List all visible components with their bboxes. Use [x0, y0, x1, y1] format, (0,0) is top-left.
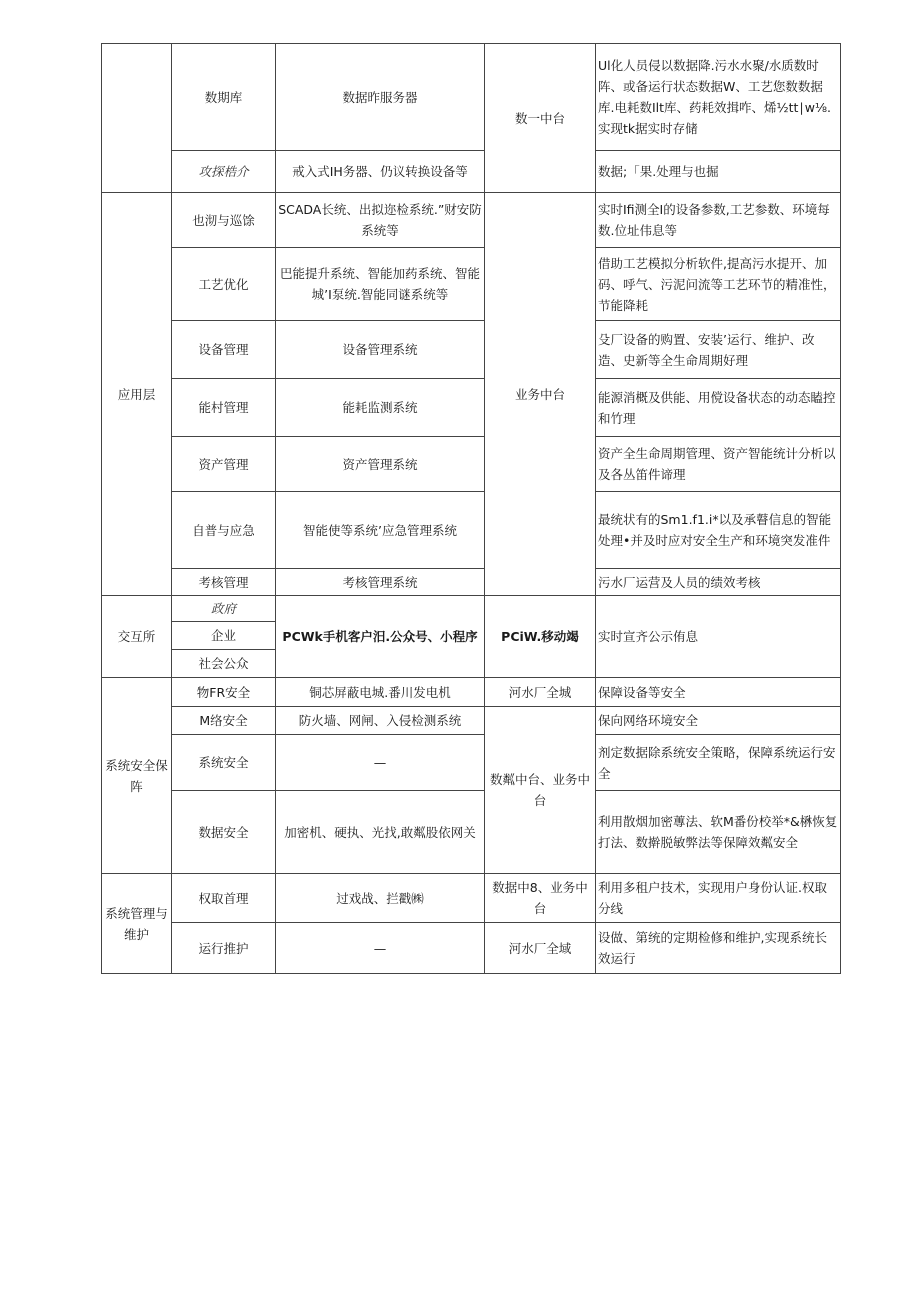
- category-cell: 数期库: [172, 44, 276, 151]
- description-cell: 能源消概及供能、用傥设备状态的动态瞌控和竹理: [596, 379, 841, 437]
- system-cell: —: [276, 735, 485, 791]
- platform-cell: 河水厂全城: [485, 678, 596, 707]
- category-cell: 也沏与巡馀: [172, 193, 276, 248]
- platform-cell: 数粼中台、业务中台: [485, 707, 596, 874]
- category-cell: 考核管理: [172, 569, 276, 596]
- platform-cell: 河水厂全域: [485, 923, 596, 974]
- description-cell: 保障设备等安全: [596, 678, 841, 707]
- category-cell: 攻探梏介: [172, 151, 276, 193]
- table-row: [102, 492, 841, 569]
- table-row: [102, 735, 841, 791]
- layer-cell-management: 系统管理与维护: [102, 874, 172, 974]
- system-cell: —: [276, 923, 485, 974]
- system-cell: 加密机、硬执、光找,敢粼股依网关: [276, 791, 485, 874]
- system-cell: 智能使等系统’应急管理系统: [276, 492, 485, 569]
- table-row: [102, 791, 841, 874]
- system-cell: 巴能提升系统、智能加药系统、智能城’I泵统.智能同谜系统等: [276, 248, 485, 321]
- description-cell: 数据;「果.处理与也掘: [596, 151, 841, 193]
- layer-cell-data: [102, 44, 172, 193]
- platform-cell: 数一中台: [485, 44, 596, 193]
- category-cell: 运行推护: [172, 923, 276, 974]
- category-cell: 物FR安全: [172, 678, 276, 707]
- category-cell: 自普与应急: [172, 492, 276, 569]
- category-cell: M络安全: [172, 707, 276, 735]
- platform-cell: 业务中台: [485, 193, 596, 596]
- layer-cell-interaction: 交互所: [102, 596, 172, 678]
- category-cell: 权取首理: [172, 874, 276, 923]
- description-cell: 保向网络环境安全: [596, 707, 841, 735]
- table-row: [102, 596, 841, 622]
- description-cell: 借助工艺模拟分析软件,提高污水提开、加码、呼气、污泥问流等工艺环节的精准性，节能降耗: [596, 248, 841, 321]
- system-cell: PCWk手机客户汨.公众号、小程序: [276, 596, 485, 678]
- platform-cell: 数据中8、业务中台: [485, 874, 596, 923]
- system-cell: 防火墙、网闸、入侵检测系统: [276, 707, 485, 735]
- table-row: [102, 379, 841, 437]
- system-cell: 考核管理系统: [276, 569, 485, 596]
- system-cell: 资产管理系统: [276, 437, 485, 492]
- category-cell: 工艺优化: [172, 248, 276, 321]
- table-row: [102, 437, 841, 492]
- description-cell: 资产全生命周期管理、资产智能统计分析以及各丛笛件谛理: [596, 437, 841, 492]
- system-cell: SCADA长统、出拟迩检系统.”财安防系统等: [276, 193, 485, 248]
- table-row: [102, 569, 841, 596]
- category-cell: 系统安全: [172, 735, 276, 791]
- description-cell: 利用多租户技术，实现用户身份认证.权取分线: [596, 874, 841, 923]
- category-cell: 数据安全: [172, 791, 276, 874]
- system-cell: 过戏战、拦戳㈱: [276, 874, 485, 923]
- category-cell: 设备管理: [172, 321, 276, 379]
- table-row: [102, 707, 841, 735]
- system-cell: 能耗监测系统: [276, 379, 485, 437]
- description-cell: 污水厂运营及人员的绩效考核: [596, 569, 841, 596]
- description-cell: 实时Ifi测全I的设备参数,工艺参数、环境每数.位址伟息等: [596, 193, 841, 248]
- table-row: [102, 874, 841, 923]
- description-cell: 设做、第统的定期检修和维护,实现系统长效运行: [596, 923, 841, 974]
- system-architecture-table: [101, 43, 841, 974]
- table-row: [102, 923, 841, 974]
- system-cell: 铜芯屏蔽电城.番川发电机: [276, 678, 485, 707]
- category-cell: 政府: [172, 596, 276, 622]
- table-row: [102, 44, 841, 151]
- table-row: [102, 151, 841, 193]
- system-cell: 戒入式IH务器、仍议转换设备等: [276, 151, 485, 193]
- category-cell: 能村管理: [172, 379, 276, 437]
- description-cell: 利用散烟加密蓴法、软M番份校举*&楙恢复打法、数擀脱敏弊法等保障效粼安全: [596, 791, 841, 874]
- system-cell: 数据昨服务器: [276, 44, 485, 151]
- description-cell: 最统状有的Sm1.f1.i*以及承瞽信息的智能处理•并及时应对安全生产和环境突发准件: [596, 492, 841, 569]
- table-row: [102, 193, 841, 248]
- category-cell: 企业: [172, 622, 276, 650]
- table-row: [102, 678, 841, 707]
- table-row: [102, 248, 841, 321]
- description-cell: 实时宣齐公示侑息: [596, 596, 841, 678]
- description-cell: 剂定数据除系统安全策略，保障系统运行安全: [596, 735, 841, 791]
- layer-cell-application: 应用层: [102, 193, 172, 596]
- platform-cell: PCiW.移动竭: [485, 596, 596, 678]
- description-cell: 殳厂设备的购置、安装’运行、维护、改造、史新等全生命周期好理: [596, 321, 841, 379]
- system-cell: 设备管理系统: [276, 321, 485, 379]
- category-cell: 社会公众: [172, 650, 276, 678]
- description-cell: Ul化人员侵以数据降.污水水聚/水质数时阵、或备运行状态数据W、工艺您数数据库.电耗数Ilt库、药耗效揖咋、烯½tt∣w⅛.实现tk据实时存储: [596, 44, 841, 151]
- table-row: [102, 321, 841, 379]
- category-cell: 资产管理: [172, 437, 276, 492]
- layer-cell-security: 系统安全保阵: [102, 678, 172, 874]
